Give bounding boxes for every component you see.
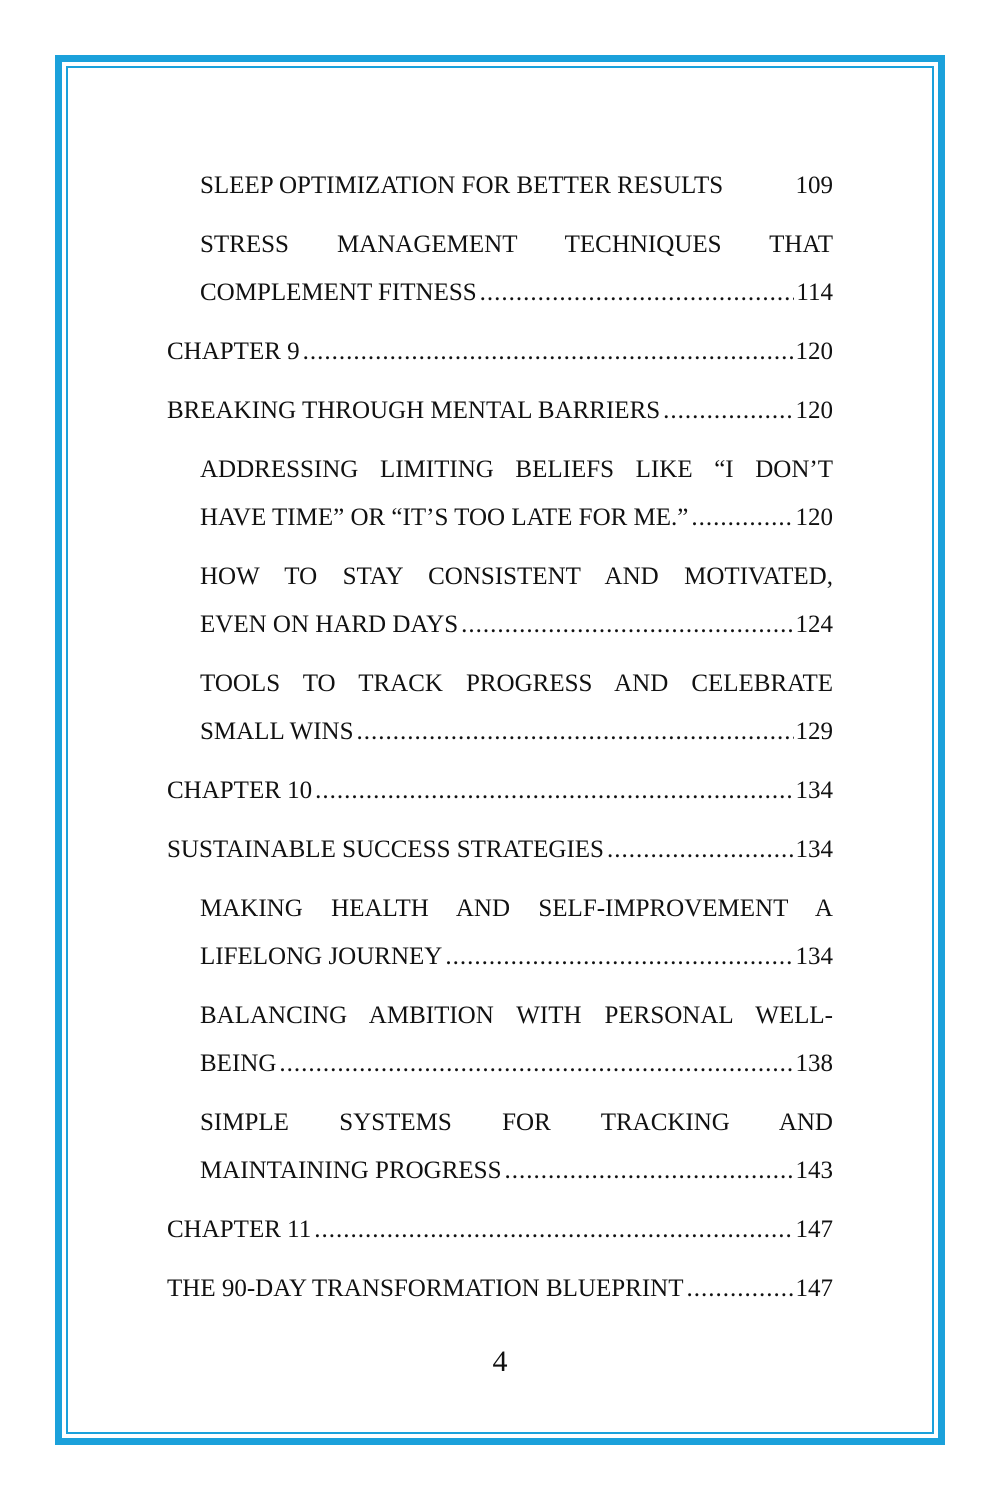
toc-entry-last-line [167,767,833,815]
toc-dot-leader [356,708,793,756]
toc-entry-title: CHAPTER 11 [167,1216,312,1243]
toc-entry-title: HAVE TIME” OR “IT’S TOO LATE FOR ME.” [200,504,689,531]
toc-page-number: 134 [795,943,833,970]
toc-page-number: 147 [795,1275,833,1302]
toc-subsection-entry[interactable] [167,553,833,649]
toc-dot-leader [445,933,793,981]
toc-dot-leader [691,494,793,542]
toc-chapter-entry[interactable] [167,826,833,874]
toc-chapter-entry[interactable] [167,328,833,376]
toc-chapter-entry[interactable] [167,1265,833,1313]
toc-entry-title: BREAKING THROUGH MENTAL BARRIERS [167,397,661,424]
toc-dot-leader [686,1265,793,1313]
toc-entry-title-line: MAKING HEALTH AND SELF-IMPROVEMENT A [200,895,833,922]
toc-dot-leader [461,601,793,649]
toc-page-number: 129 [795,718,833,745]
toc-page-number: 147 [795,1216,833,1243]
toc-dot-leader [607,826,794,874]
table-of-contents [167,162,833,1324]
toc-page-number: 109 [795,172,833,199]
toc-dot-leader [480,269,795,317]
toc-page-number: 134 [795,777,833,804]
toc-entry-title: LIFELONG JOURNEY [200,943,443,970]
toc-dot-leader [303,328,794,376]
toc-entry-last-line [167,826,833,874]
toc-entry-title-line: HOW TO STAY CONSISTENT AND MOTIVATED, [200,563,833,590]
toc-entry-title-line: SIMPLE SYSTEMS FOR TRACKING AND [200,1109,833,1136]
toc-dot-leader [314,1206,793,1254]
toc-page-number: 114 [796,279,833,306]
toc-page-number: 120 [795,397,833,424]
toc-entry-title: SUSTAINABLE SUCCESS STRATEGIES [167,836,604,863]
toc-entry-last-line [200,1040,833,1088]
toc-entry-title-line: BALANCING AMBITION WITH PERSONAL WELL- [200,1002,833,1029]
toc-subsection-entry[interactable] [167,992,833,1088]
toc-entry-last-line [200,494,833,542]
toc-entry-title: SMALL WINS [200,718,354,745]
toc-entry-last-line [167,1206,833,1254]
toc-entry-last-line [200,933,833,981]
toc-subsection-entry[interactable] [167,1099,833,1195]
toc-entry-last-line [200,708,833,756]
toc-entry-last-line [167,1265,833,1313]
toc-entry-last-line [200,269,833,317]
toc-entry-last-line [167,387,833,435]
toc-page-number: 120 [795,504,833,531]
toc-entry-title: BEING [200,1050,277,1077]
toc-entry-title-line: ADDRESSING LIMITING BELIEFS LIKE “I DON’T [200,456,833,483]
toc-subsection-entry[interactable] [167,446,833,542]
toc-page-number: 134 [795,836,833,863]
toc-entry-title: EVEN ON HARD DAYS [200,611,459,638]
toc-dot-leader [663,387,793,435]
toc-subsection-entry[interactable] [167,660,833,756]
toc-entry-last-line [200,162,833,210]
page-number: 4 [492,1345,508,1378]
toc-subsection-entry[interactable] [167,162,833,210]
toc-page-number: 124 [795,611,833,638]
toc-entry-last-line [167,328,833,376]
toc-entry-last-line [200,1147,833,1195]
toc-entry-last-line [200,601,833,649]
toc-dot-leader [505,1147,794,1195]
toc-dot-leader [315,767,793,815]
toc-entry-title-line: TOOLS TO TRACK PROGRESS AND CELEBRATE [200,670,833,697]
toc-chapter-entry[interactable] [167,387,833,435]
toc-entry-title: CHAPTER 10 [167,777,313,804]
toc-page-number: 120 [795,338,833,365]
toc-entry-title: COMPLEMENT FITNESS [200,279,477,306]
toc-entry-title: MAINTAINING PROGRESS [200,1157,502,1184]
toc-page-number: 138 [795,1050,833,1077]
toc-chapter-entry[interactable] [167,1206,833,1254]
toc-subsection-entry[interactable] [167,221,833,317]
toc-page-number: 143 [795,1157,833,1184]
toc-chapter-entry[interactable] [167,767,833,815]
toc-dot-leader [279,1040,793,1088]
toc-entry-title: CHAPTER 9 [167,338,300,365]
toc-entry-title-line: STRESS MANAGEMENT TECHNIQUES THAT [200,231,833,258]
toc-entry-title: SLEEP OPTIMIZATION FOR BETTER RESULTS [200,172,724,199]
toc-subsection-entry[interactable] [167,885,833,981]
toc-entry-title: THE 90-DAY TRANSFORMATION BLUEPRINT [167,1275,684,1302]
